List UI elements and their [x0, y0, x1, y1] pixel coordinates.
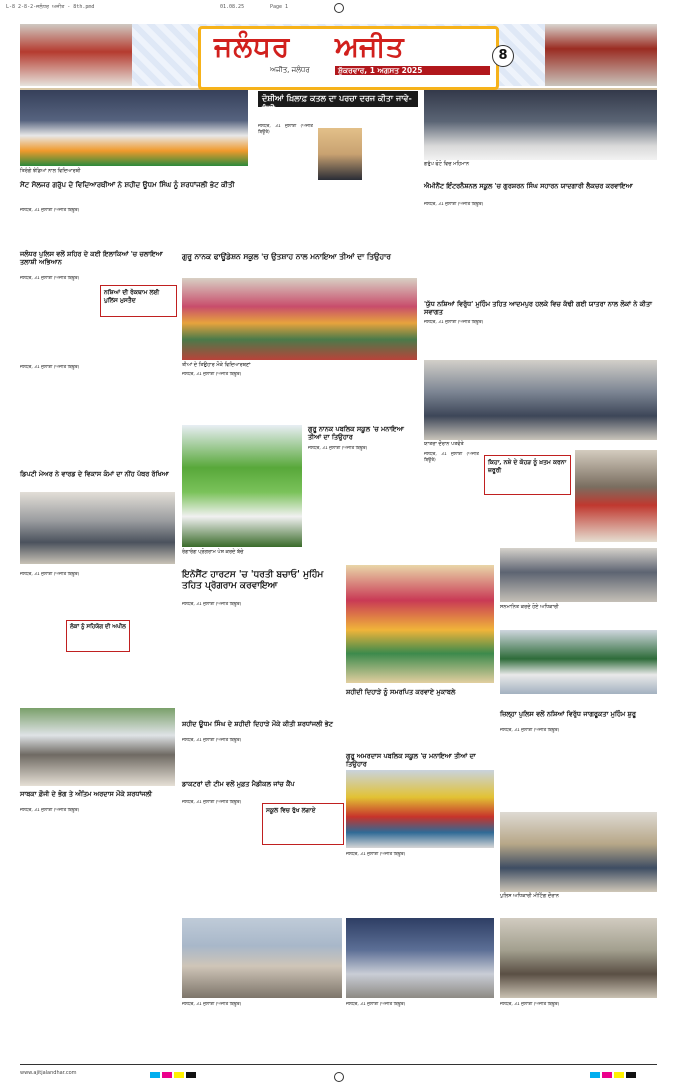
article-footer-body-2: ਜਲੰਧਰ, 31 ਜੁਲਾਈ (ਅਜੀਤ ਬਿਊਰੋ)	[346, 1002, 406, 1007]
cmyk-yellow-swatch-right	[614, 1072, 624, 1078]
article-a7-body: ਜਲੰਧਰ, 31 ਜੁਲਾਈ (ਅਜੀਤ ਬਿਊਰੋ)	[20, 572, 80, 577]
cmyk-magenta-swatch	[162, 1072, 172, 1078]
footer-rule	[20, 1064, 657, 1065]
portrait-photo	[318, 128, 362, 180]
article-a13-body: ਜਲੰਧਰ, 31 ਜੁਲਾਈ (ਅਜੀਤ ਬਿਊਰੋ)	[346, 852, 406, 857]
article-a5-body: ਜਲੰਧਰ, 31 ਜੁਲਾਈ (ਅਜੀਤ ਬਿਊਰੋ)	[20, 276, 80, 281]
headline-a15: ਜ਼ਿਲ੍ਹਾ ਪੁਲਿਸ ਵਲੋਂ ਨਸ਼ਿਆਂ ਵਿਰੁੱਧ ਜਾਗਰੂਕਤਾ ਮੁਹਿੰਮ ਸ਼ੁਰੂ	[500, 710, 636, 718]
article-a6-body: ਜਲੰਧਰ, 31 ਜੁਲਾਈ (ਅਜੀਤ ਬਿਊਰੋ)	[424, 320, 484, 325]
headline-a8: ਇਨੋਸੈਂਟ ਹਾਰਟਸ 'ਚ 'ਧਰਤੀ ਬਚਾਓ' ਮੁਹਿੰਮ ਤਹਿਤ ਪ੍ਰੋਗਰਾਮ ਕਰਵਾਇਆ	[182, 570, 324, 591]
article-a9-body: ਜਲੰਧਰ, 31 ਜੁਲਾਈ (ਅਜੀਤ ਬਿਊਰੋ)	[308, 446, 368, 451]
shaheed-tribute-photo	[182, 918, 342, 998]
cmyk-cyan-swatch	[150, 1072, 160, 1078]
caption-c1: ਤਿਰੰਗੇ ਝੰਡਿਆਂ ਨਾਲ ਵਿਦਿਆਰਥੀ	[20, 168, 81, 174]
registration-mark-bottom-icon	[334, 1072, 344, 1082]
article-a8-body: ਜਲੰਧਰ, 31 ਜੁਲਾਈ (ਅਜੀਤ ਬਿਊਰੋ)	[182, 602, 242, 607]
students-flags-photo	[20, 90, 248, 166]
article-a6-body-cont: ਜਲੰਧਰ, 31 ਜੁਲਾਈ (ਅਜੀਤ ਬਿਊਰੋ)	[424, 452, 479, 463]
rally-photo	[424, 360, 657, 440]
cmyk-yellow-swatch	[174, 1072, 184, 1078]
cmyk-black-swatch	[186, 1072, 196, 1078]
caption-c5: ਰੰਗਾਰੰਗ ਪ੍ਰੋਗਰਾਮ ਪੇਸ਼ ਕਰਦੇ ਬੱਚੇ	[182, 549, 244, 555]
article-a4-body: ਜਲੰਧਰ, 31 ਜੁਲਾਈ (ਅਜੀਤ ਬਿਊਰੋ)	[182, 372, 242, 377]
article-a15-body: ਜਲੰਧਰ, 31 ਜੁਲਾਈ (ਅਜੀਤ ਬਿਊਰੋ)	[500, 728, 560, 733]
article-a12-body: ਜਲੰਧਰ, 31 ਜੁਲਾਈ (ਅਜੀਤ ਬਿਊਰੋ)	[182, 800, 242, 805]
headline-a9: ਗੁਰੂ ਨਾਨਕ ਪਬਲਿਕ ਸਕੂਲ 'ਚ ਮਨਾਇਆ ਤੀਆਂ ਦਾ ਤਿਉਹਾਰ	[308, 425, 404, 441]
article-footer-body-3: ਜਲੰਧਰ, 31 ਜੁਲਾਈ (ਅਜੀਤ ਬਿਊਰੋ)	[500, 1002, 560, 1007]
registration-mark-icon	[334, 3, 344, 13]
headline-a1: ਦੋਸ਼ੀਆਂ ਖ਼ਿਲਾਫ਼ ਕਤਲ ਦਾ ਪਰਚਾ ਦਰਜ ਕੀਤਾ ਜਾਵੇ-ਰੰਗੀ	[262, 93, 412, 113]
article-a5-body-cont: ਜਲੰਧਰ, 31 ਜੁਲਾਈ (ਅਜੀਤ ਬਿਊਰੋ)	[20, 365, 80, 370]
stage-function-photo	[346, 918, 494, 998]
caption-c7: ਪੁਲਿਸ ਅਧਿਕਾਰੀ ਮੀਟਿੰਗ ਦੌਰਾਨ	[500, 893, 559, 899]
group-photo-right	[424, 90, 657, 160]
caption-c3: ਤੀਆਂ ਦੇ ਤਿਉਹਾਰ ਮੌਕੇ ਵਿਦਿਆਰਥਣਾਂ	[182, 362, 251, 368]
cmyk-black-swatch-right	[626, 1072, 636, 1078]
pull-quote-box-2	[484, 455, 571, 495]
pull-quote-3: ਲੋਕਾਂ ਨੂੰ ਸਹਿਯੋਗ ਦੀ ਅਪੀਲ	[70, 624, 126, 630]
article-a14-body: ਜਲੰਧਰ, 31 ਜੁਲਾਈ (ਅਜੀਤ ਬਿਊਰੋ)	[20, 808, 80, 813]
masthead-date: ਸ਼ੁੱਕਰਵਾਰ, 1 ਅਗਸਤ 2025	[338, 66, 423, 75]
headline-a10: ਸ਼ਹੀਦੀ ਦਿਹਾੜੇ ਨੂੰ ਸਮਰਪਿਤ ਕਰਵਾਏ ਮੁਕਾਬਲੇ	[346, 688, 456, 696]
article-a11-body: ਜਲੰਧਰ, 31 ਜੁਲਾਈ (ਅਜੀਤ ਬਿਊਰੋ)	[182, 738, 242, 743]
masthead-title-part1: ਜਲੰਧਰ	[214, 30, 291, 63]
article-a2-body: ਜਲੰਧਰ, 31 ਜੁਲਾਈ (ਅਜੀਤ ਬਿਊਰੋ)	[20, 208, 80, 213]
print-strip-mid: 01.08.25	[220, 4, 245, 10]
article-a3-body: ਜਲੰਧਰ, 31 ਜੁਲਾਈ (ਅਜੀਤ ਬਿਊਰੋ)	[424, 202, 484, 207]
children-performance-photo	[182, 425, 302, 547]
headline-a12: ਡਾਕਟਰਾਂ ਦੀ ਟੀਮ ਵਲੋਂ ਮੁਫ਼ਤ ਮੈਡੀਕਲ ਜਾਂਚ ਕੈਂਪ	[182, 780, 295, 788]
headline-a3: ਐਮੀਨੈਂਟ ਇੰਟਰਨੈਸ਼ਨਲ ਸਕੂਲ 'ਚ ਗੁਰਸ਼ਰਨ ਸਿੰਘ ਸਹਾਰਨ ਯਾਦਗਾਰੀ ਲੈਕਚਰ ਕਰਵਾਇਆ	[424, 182, 633, 190]
page-number: 8	[492, 45, 514, 67]
foundation-stone-photo	[20, 492, 175, 564]
masthead-building-photo-right	[545, 24, 657, 86]
masthead-building-photo-left	[20, 24, 132, 86]
pull-quote-2: ਕਿਹਾ, ਨਸ਼ੇ ਦੇ ਕੋਹੜ ਨੂੰ ਖ਼ਤਮ ਕਰਨਾ ਜ਼ਰੂਰੀ	[488, 459, 567, 474]
article-a1-body: ਜਲੰਧਰ, 31 ਜੁਲਾਈ (ਅਜੀਤ ਬਿਊਰੋ)	[258, 124, 313, 135]
pull-quote-box-4	[262, 803, 344, 845]
cmyk-cyan-swatch-right	[590, 1072, 600, 1078]
pull-quote-4: ਸਕੂਲ ਵਿਚ ਰੁੱਖ ਲਗਾਏ	[266, 807, 316, 814]
cmyk-magenta-swatch-right	[602, 1072, 612, 1078]
students-award-photo	[500, 918, 657, 998]
print-strip-left: L-8 2-8-2-ਜਲੰਧਰ ਅਜੀਤ - 8th.pmd	[6, 4, 95, 10]
masthead-subtitle: ਅਜੀਤ, ਜਲੰਧਰ	[270, 66, 310, 74]
headline-a5: ਜਲੰਧਰ ਪੁਲਿਸ ਵਲੋਂ ਸ਼ਹਿਰ ਦੇ ਕਈ ਇਲਾਕਿਆਂ 'ਚ ਚਲਾਇਆ ਤਲਾਸ਼ੀ ਅਭਿਆਨ	[20, 250, 163, 266]
pull-quote-1: ਨਸ਼ਿਆਂ ਦੀ ਰੋਕਥਾਮ ਲਈ ਪੁਲਿਸ ਮੁਸਤੈਦ	[104, 289, 160, 304]
headline-a6: 'ਯੁੱਧ ਨਸ਼ਿਆਂ ਵਿਰੁੱਧ' ਮੁਹਿੰਮ ਤਹਿਤ ਆਦਮਪੁਰ ਹਲਕੇ ਵਿਚ ਕੱਢੀ ਗਈ ਯਾਤਰਾ ਨਾਲ ਲੋਕਾਂ ਨੇ ਕੀਤਾ ਸਵਾਗਤ	[424, 300, 652, 316]
article-footer-body-1: ਜਲੰਧਰ, 31 ਜੁਲਾਈ (ਅਜੀਤ ਬਿਊਰੋ)	[182, 1002, 242, 1007]
earth-saving-program-photo	[346, 565, 494, 683]
headline-a11: ਸ਼ਹੀਦ ਊਧਮ ਸਿੰਘ ਦੇ ਸ਼ਹੀਦੀ ਦਿਹਾੜੇ ਮੌਕੇ ਕੀਤੀ ਸ਼ਰਧਾਂਜਲੀ ਭੇਟ	[182, 720, 333, 728]
footer-website: www.ajitjalandhar.com	[20, 1070, 77, 1076]
tree-plantation-photo	[20, 708, 175, 786]
school-group-photo	[500, 630, 657, 694]
felicitation-photo	[500, 548, 657, 602]
event-photo-small	[575, 450, 657, 542]
caption-c2: ਗਰੁੱਪ ਫੋਟੋ ਵਿਚ ਮਹਿਮਾਨ	[424, 161, 469, 167]
headline-a14: ਸਾਬਕਾ ਫ਼ੌਜੀ ਦੇ ਭੋਗ ਤੇ ਅੰਤਿਮ ਅਰਦਾਸ ਮੌਕੇ ਸ਼ਰਧਾਂਜਲੀ	[20, 790, 152, 798]
headline-a4: ਗੁਰੂ ਨਾਨਕ ਫਾਊਂਡੇਸ਼ਨ ਸਕੂਲ 'ਚ ਉਤਸ਼ਾਹ ਨਾਲ ਮਨਾਇਆ ਤੀਆਂ ਦਾ ਤਿਉਹਾਰ	[182, 252, 391, 261]
caption-c6: ਸਨਮਾਨਿਤ ਕਰਦੇ ਹੋਏ ਅਧਿਕਾਰੀ	[500, 604, 559, 610]
headline-a7: ਡਿਪਟੀ ਮੇਅਰ ਨੇ ਵਾਰਡ ਦੇ ਵਿਕਾਸ ਕੰਮਾਂ ਦਾ ਨੀਂਹ ਪੱਥਰ ਰੱਖਿਆ	[20, 470, 169, 478]
masthead-title-part2: ਅਜੀਤ	[335, 30, 404, 63]
umbrella-celebration-photo	[346, 770, 494, 848]
pull-quote-box-1	[100, 285, 177, 317]
headline-a2: ਸੇਂਟ ਸੋਲਜਰ ਗਰੁੱਪ ਦੇ ਵਿਦਿਆਰਥੀਆਂ ਨੇ ਸ਼ਹੀਦ ਊਧਮ ਸਿੰਘ ਨੂੰ ਸ਼ਰਧਾਂਜਲੀ ਭੇਟ ਕੀਤੀ	[20, 180, 235, 189]
teej-festival-photo	[182, 278, 417, 360]
headline-a13: ਗੁਰੂ ਅਮਰਦਾਸ ਪਬਲਿਕ ਸਕੂਲ 'ਚ ਮਨਾਇਆ ਤੀਆਂ ਦਾ ਤਿਉਹਾਰ	[346, 752, 476, 768]
police-officials-photo	[500, 812, 657, 892]
caption-c4: ਯਾਤਰਾ ਦੌਰਾਨ ਪਤਵੰਤੇ	[424, 441, 464, 447]
pull-quote-box-3	[66, 620, 130, 652]
print-strip-right: Page 1	[270, 4, 289, 10]
